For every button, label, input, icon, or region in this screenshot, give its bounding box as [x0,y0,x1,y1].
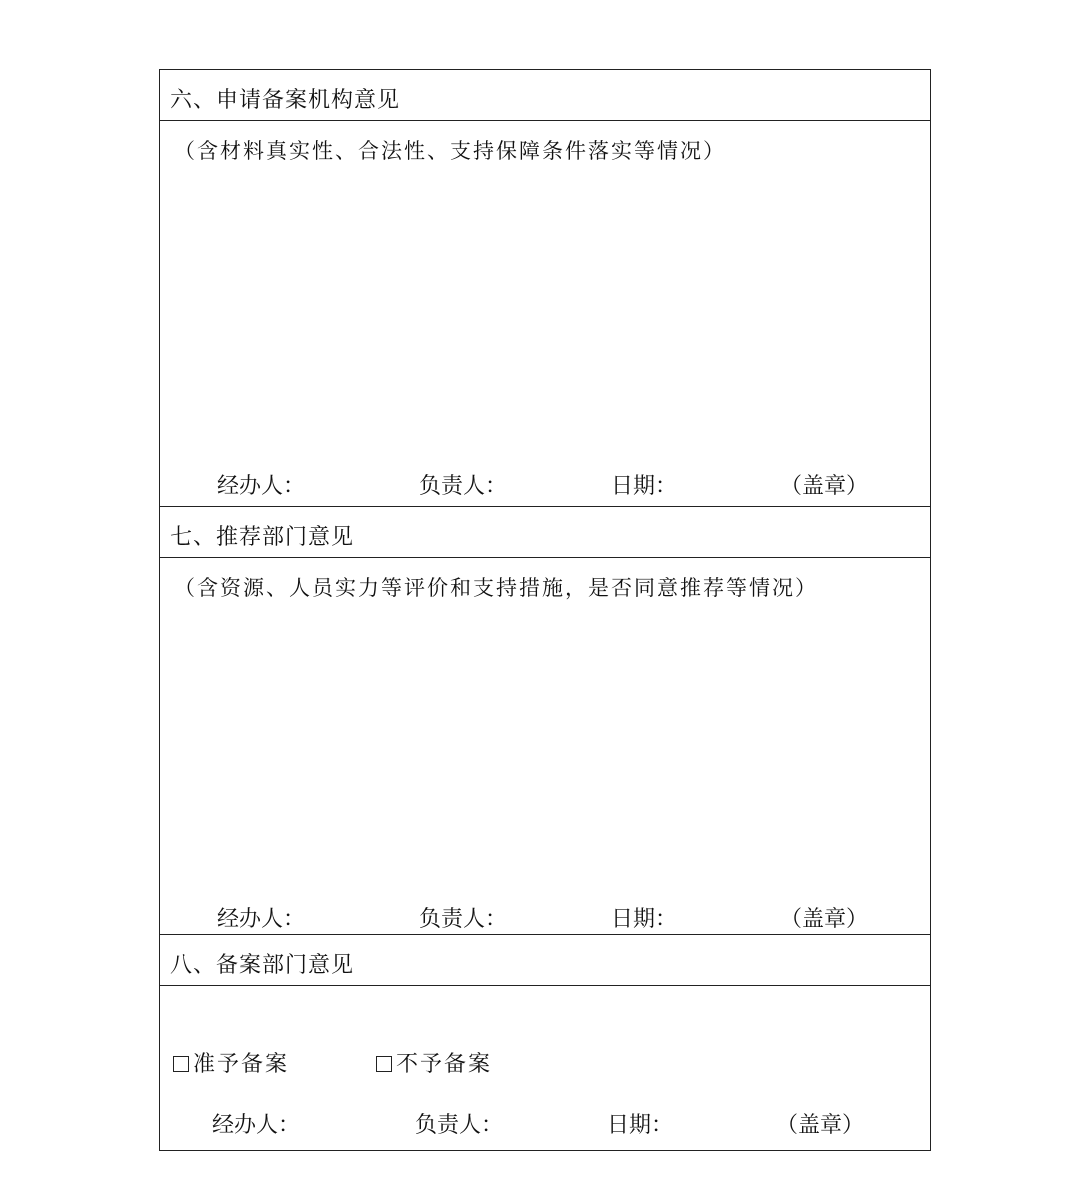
section-7-date-label: 日期： [611,907,678,932]
reject-option[interactable] [376,1047,492,1078]
section-7-handler-label: 经办人： [217,907,306,932]
section-6-title: 六、申请备案机构意见 [170,88,401,113]
section-7-body[interactable] [160,558,930,935]
reject-option-label: 不予备案 [396,1052,493,1077]
section-8-handler-label: 经办人： [212,1113,301,1138]
section-6-header [160,70,930,121]
section-6-date-label: 日期： [611,474,678,499]
section-8-date-label: 日期： [607,1113,674,1138]
section-8-title: 八、备案部门意见 [170,953,355,978]
section-7-seal-label: （盖章） [780,907,869,932]
section-8-responsible-label: 负责人： [415,1113,504,1138]
section-7-hint: （含资源、人员实力等评价和支持措施，是否同意推荐等情况） [174,576,818,600]
section-6-responsible-label: 负责人： [419,474,508,499]
section-8-body [160,986,930,1151]
section-6-hint: （含材料真实性、合法性、支持保障条件落实等情况） [174,139,726,163]
section-6-handler-label: 经办人： [217,474,306,499]
approve-option[interactable] [173,1047,289,1078]
section-6-seal-label: （盖章） [780,474,869,499]
approve-option-label: 准予备案 [193,1052,290,1077]
section-7-title: 七、推荐部门意见 [170,525,355,550]
reject-checkbox[interactable] [376,1056,392,1072]
section-8-seal-label: （盖章） [776,1113,865,1138]
approve-checkbox[interactable] [173,1056,189,1072]
opinion-form-table [159,69,931,1151]
section-8-header [160,935,930,986]
section-7-responsible-label: 负责人： [419,907,508,932]
section-7-header [160,507,930,558]
section-6-body[interactable] [160,121,930,507]
